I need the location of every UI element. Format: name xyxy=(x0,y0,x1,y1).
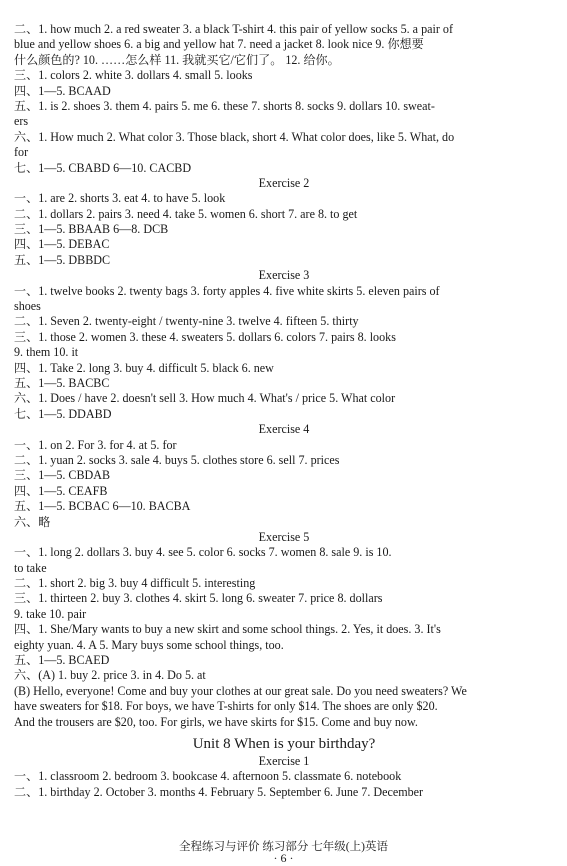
answer-line: 二、1. how much 2. a red sweater 3. a black T-shirt 4. this pair of yellow socks 5. a pair of xyxy=(14,22,453,36)
answer-line: 四、1—5. BCAAD xyxy=(14,83,111,98)
answer-line: 四、1—5. CEAFB xyxy=(14,483,108,498)
answer-line: 一、1. classroom 2. bedroom 3. bookcase 4. afternoon 5. classmate 6. notebook xyxy=(14,769,402,784)
exercise-heading: Exercise 1 xyxy=(258,753,310,768)
answer-line: have sweaters for $18. For boys, we have T-shirts for only $14. The shoes are only $20. xyxy=(14,699,438,714)
answer-line: 什么颜色的? 10. ……怎么样 11. 我就买它/它们了。 12. 给你。 xyxy=(14,52,340,67)
answer-line: 四、1. Take 2. long 3. buy 4. difficult 5. black 6. new xyxy=(14,360,274,375)
exercise-heading: Exercise 4 xyxy=(258,422,310,437)
answer-line: ers xyxy=(14,114,29,129)
answer-line: 二、1. dollars 2. pairs 3. need 4. take 5. women 6. short 7. are 8. to get xyxy=(14,206,358,221)
answer-key xyxy=(14,22,554,800)
answer-line: 六、(A) 1. buy 2. price 3. in 4. Do 5. at xyxy=(14,668,206,683)
answer-line: 一、1. long 2. dollars 3. buy 4. see 5. color 6. socks 7. women 8. sale 9. is 10. xyxy=(14,545,392,560)
answer-line: 七、1—5. DDABD xyxy=(14,406,112,421)
answer-line: 四、1—5. DEBAC xyxy=(14,237,110,252)
answer-line: 二、1. birthday 2. October 3. months 4. February 5. September 6. June 7. December xyxy=(14,784,424,799)
answer-line: 五、1—5. BACBC xyxy=(14,375,110,390)
answer-line: 七、1—5. CBABD 6—10. CACBD xyxy=(14,160,192,175)
exercise-heading: Exercise 2 xyxy=(258,175,310,190)
answer-line: 五、1—5. DBBDC xyxy=(14,252,111,267)
answer-line: 六、略 xyxy=(14,514,51,529)
answer-line: 一、1. twelve books 2. twenty bags 3. forty apples 4. five white skirts 5. eleven pairs of xyxy=(14,283,440,298)
page-number: · 6 · xyxy=(273,851,294,865)
answer-line: 9. them 10. it xyxy=(14,345,79,360)
answer-line: 五、1. is 2. shoes 3. them 4. pairs 5. me 6. these 7. shorts 8. socks 9. dollars 10. sweat- xyxy=(14,98,435,113)
exercise-heading: Exercise 3 xyxy=(258,268,310,283)
answer-line: 一、1. on 2. For 3. for 4. at 5. for xyxy=(14,437,177,452)
answer-line: 二、1. yuan 2. socks 3. sale 4. buys 5. clothes store 6. sell 7. prices xyxy=(14,452,340,467)
answer-line: 9. take 10. pair xyxy=(14,606,87,621)
answer-line: 一、1. are 2. shorts 3. eat 4. to have 5. look xyxy=(14,191,226,206)
footer-title: 全程练习与评价 练习部分 七年级(上)英语 xyxy=(179,841,388,853)
answer-line: 五、1—5. BCAED xyxy=(14,653,110,668)
answer-line: 五、1—5. BCBAC 6—10. BACBA xyxy=(14,499,191,514)
answer-line: 三、1—5. CBDAB xyxy=(14,468,111,483)
answer-line: 二、1. Seven 2. twenty-eight / twenty-nine 3. twelve 4. fifteen 5. thirty xyxy=(14,314,359,329)
answer-line: 三、1. those 2. women 3. these 4. sweaters 5. dollars 6. colors 7. pairs 8. looks xyxy=(14,329,396,344)
answer-line: shoes xyxy=(14,299,41,314)
unit-title: Unit 8 When is your birthday? xyxy=(192,735,376,752)
answer-line: to take xyxy=(14,560,47,575)
answer-line: eighty yuan. 4. A 5. Mary buys some school things, too. xyxy=(14,637,284,652)
answer-line: 六、1. Does / have 2. doesn't sell 3. How much 4. What's / price 5. What color xyxy=(14,391,396,406)
answer-line: blue and yellow shoes 6. a big and yellow hat 7. need a jacket 8. look nice 9. 你想要 xyxy=(14,37,424,52)
answer-line: 三、1. thirteen 2. buy 3. clothes 4. skirt 5. long 6. sweater 7. price 8. dollars xyxy=(14,591,383,606)
exercise-heading: Exercise 5 xyxy=(258,529,310,544)
answer-line: (B) Hello, everyone! Come and buy your clothes at our great sale. Do you need sweaters? We xyxy=(14,683,467,698)
answer-line: 三、1. colors 2. white 3. dollars 4. small 5. looks xyxy=(14,68,253,83)
answer-line: for xyxy=(14,145,29,160)
answer-line: 四、1. She/Mary wants to buy a new skirt and some school things. 2. Yes, it does. 3. It's xyxy=(14,622,441,637)
answer-line: And the trousers are $20, too. For girls, we have skirts for $15. Come and buy now. xyxy=(14,714,418,729)
answer-line: 六、1. How much 2. What color 3. Those black, short 4. What color does, like 5. What, do xyxy=(14,129,455,144)
answer-line: 二、1. short 2. big 3. buy 4 difficult 5. interesting xyxy=(14,576,256,591)
answer-line: 三、1—5. BBAAB 6—8. DCB xyxy=(14,222,169,237)
